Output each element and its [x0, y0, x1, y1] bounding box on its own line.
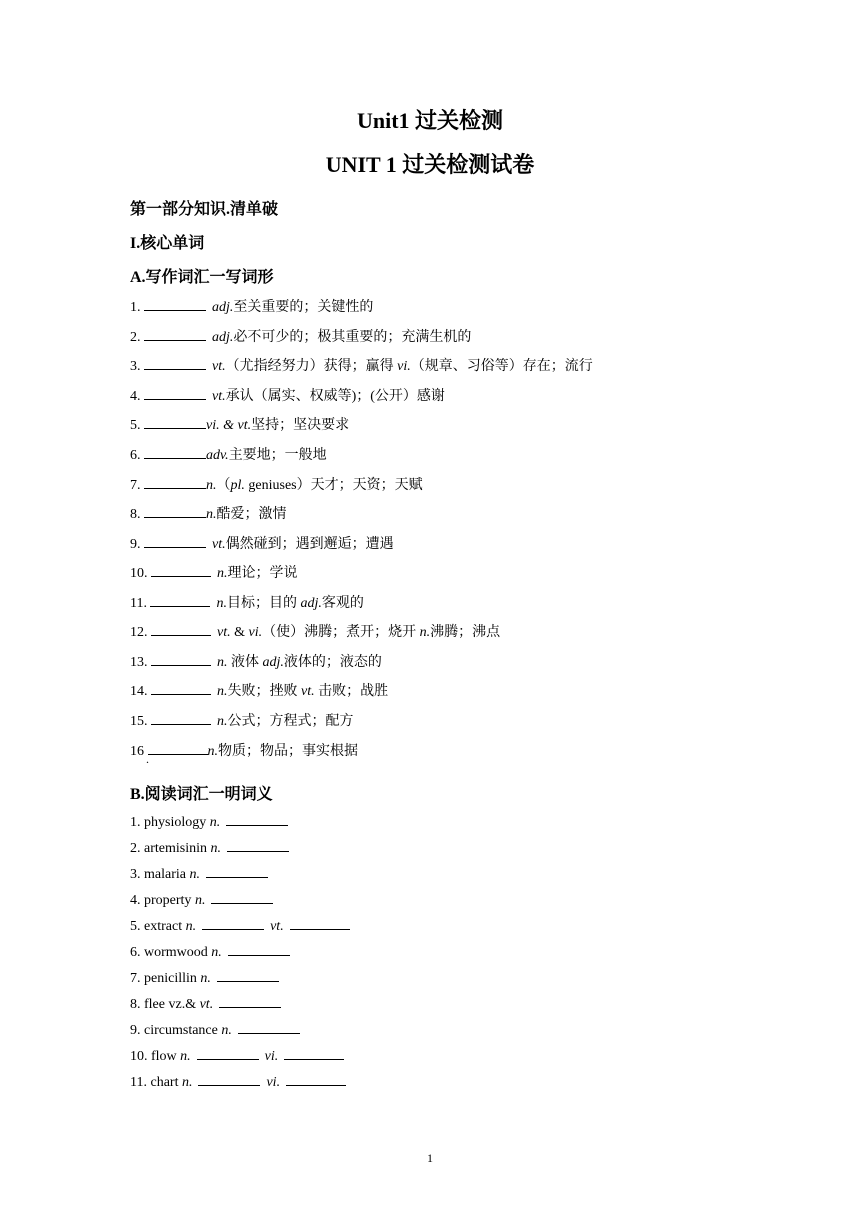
- answer-blank: [226, 813, 288, 826]
- answer-blank: [144, 505, 206, 518]
- part-of-speech: vi. & vt.: [206, 418, 252, 433]
- item-number: 9.: [130, 537, 144, 552]
- item-number: 12.: [130, 625, 151, 640]
- meaning: 公式；方程式；配方: [227, 714, 354, 729]
- item-number: 1.: [130, 300, 144, 315]
- answer-blank: [284, 1047, 344, 1060]
- part-of-speech: vi.: [248, 625, 263, 640]
- list-item: [130, 326, 471, 346]
- part-of-speech: adj.: [300, 596, 322, 611]
- meaning: 偶然碰到；遇到邂逅；遭遇: [225, 537, 394, 552]
- part-of-speech: n.: [217, 566, 228, 581]
- page-number: 1: [427, 1151, 433, 1165]
- answer-blank: [217, 969, 279, 982]
- answer-blank: [144, 446, 206, 459]
- meaning: 主要地；一般地: [228, 448, 327, 463]
- meaning: （使）沸腾；煮开；烧开: [262, 625, 417, 640]
- word: 9. circumstance: [130, 1023, 222, 1038]
- part-of-speech: n.: [206, 478, 217, 493]
- part-of-speech: pl.: [230, 478, 245, 493]
- part-of-speech: n.: [206, 507, 217, 522]
- answer-blank: [144, 416, 206, 429]
- part-of-speech: n.: [211, 945, 222, 960]
- part-of-speech: vt.: [270, 919, 284, 934]
- answer-blank: [151, 653, 211, 666]
- answer-blank: [198, 1073, 260, 1086]
- sub-b-heading: B.阅读词汇一明词义: [130, 786, 273, 803]
- meaning: 目标；目的: [226, 596, 297, 611]
- part-of-speech: adj.: [212, 330, 234, 345]
- item16-dot: .: [146, 752, 149, 766]
- list-item: [130, 296, 373, 316]
- part-of-speech: n.: [221, 1023, 232, 1038]
- meaning: （规章、习俗等）存在；流行: [410, 359, 593, 374]
- part-of-speech: n.: [185, 919, 197, 934]
- item-number: 15.: [130, 714, 151, 729]
- meaning: 失败；挫败: [227, 684, 298, 699]
- part-of-speech: adj.: [262, 655, 284, 670]
- item-number: 5.: [130, 418, 144, 433]
- connector: &: [230, 625, 249, 640]
- list-item: [130, 865, 268, 883]
- part-of-speech: n.: [200, 971, 211, 986]
- list-item: [130, 680, 388, 700]
- list-item: [130, 651, 382, 671]
- answer-blank: [150, 594, 210, 607]
- item-number: 7.: [130, 478, 144, 493]
- part-of-speech: n.: [189, 867, 200, 882]
- word: 8. flee vz.&: [130, 997, 200, 1012]
- list-item: [130, 444, 327, 464]
- item-number: 3.: [130, 359, 144, 374]
- list-item: [130, 943, 290, 961]
- part-of-speech: n.: [194, 893, 206, 908]
- answer-blank: [238, 1021, 300, 1034]
- word: 6. wormwood: [130, 945, 212, 960]
- answer-blank: [228, 943, 290, 956]
- page-title: Unit1 过关检测: [356, 108, 504, 133]
- part-of-speech: n.: [209, 815, 221, 830]
- word: 10. flow: [130, 1049, 181, 1064]
- part-of-speech: vi.: [266, 1075, 281, 1090]
- answer-blank: [286, 1073, 346, 1086]
- part-of-speech: adj.: [212, 300, 234, 315]
- meaning: 沸腾；沸点: [430, 625, 501, 640]
- item-number: 16: [130, 744, 148, 759]
- item-number: 11.: [130, 596, 151, 611]
- answer-blank: [144, 535, 206, 548]
- meaning: （尤指经努力）获得；赢得: [225, 359, 394, 374]
- part-of-speech: vt.: [199, 997, 214, 1012]
- meaning: 承认（属实、权威等)；(公开）感谢: [225, 389, 445, 404]
- word: 7. penicillin: [130, 971, 201, 986]
- section-heading: I.核心单词: [130, 235, 205, 252]
- list-item: [130, 969, 279, 987]
- list-item: [130, 592, 364, 612]
- list-item: [130, 1047, 344, 1065]
- part-of-speech: vt.: [212, 389, 226, 404]
- part-of-speech: adv.: [206, 448, 229, 463]
- item-number: 10.: [130, 566, 151, 581]
- part-of-speech: vt.: [217, 625, 231, 640]
- word: 11. chart: [130, 1075, 182, 1090]
- answer-blank: [144, 298, 206, 311]
- answer-blank: [206, 865, 268, 878]
- word: 4. property: [130, 893, 195, 908]
- answer-blank: [144, 328, 206, 341]
- part-of-speech: n.: [181, 1075, 193, 1090]
- meaning: 击败；战胜: [314, 684, 389, 699]
- item-number: 13.: [130, 655, 151, 670]
- part-of-speech: vi.: [264, 1049, 279, 1064]
- list-item: [130, 385, 445, 405]
- sub-a-heading: A.写作词汇一写词形: [130, 269, 274, 286]
- list-item: [130, 1021, 300, 1039]
- part-of-speech: vt.: [212, 359, 226, 374]
- list-item: [130, 1073, 346, 1091]
- list-item: [130, 891, 273, 909]
- item-number: 14.: [130, 684, 151, 699]
- meaning: 理论；学说: [227, 566, 298, 581]
- meaning: 液体的；液态的: [283, 655, 382, 670]
- answer-blank: [211, 891, 273, 904]
- part-of-speech: n.: [419, 625, 431, 640]
- word: 3. malaria: [130, 867, 190, 882]
- answer-blank: [151, 623, 211, 636]
- answer-blank: [144, 357, 206, 370]
- answer-blank: [197, 1047, 259, 1060]
- list-item: [130, 474, 423, 494]
- list-item: [130, 740, 358, 760]
- part-of-speech: n.: [207, 744, 218, 759]
- part-of-speech: vt.: [212, 537, 226, 552]
- list-item: [130, 917, 350, 935]
- list-item: [130, 710, 354, 730]
- meaning: 客观的: [321, 596, 364, 611]
- meaning: geniuses）天才；天资；天赋: [244, 478, 423, 493]
- meaning: 坚持；坚决要求: [251, 418, 350, 433]
- list-item: [130, 839, 289, 857]
- list-item: [130, 621, 500, 641]
- answer-blank: [290, 917, 350, 930]
- answer-blank: [151, 712, 211, 725]
- meaning: 酷爱；激情: [216, 507, 287, 522]
- part-of-speech: vt.: [301, 684, 315, 699]
- answer-blank: [148, 742, 208, 755]
- answer-blank: [151, 682, 211, 695]
- answer-blank: [202, 917, 264, 930]
- answer-blank: [144, 476, 206, 489]
- item-number: 2.: [130, 330, 144, 345]
- item-number: 8.: [130, 507, 144, 522]
- word: 2. artemisinin: [130, 841, 211, 856]
- item-number: 4.: [130, 389, 144, 404]
- meaning: 物质；物品；事实根据: [218, 744, 358, 759]
- word: 1. physiology: [130, 815, 210, 830]
- list-item: [130, 533, 394, 553]
- part-of-speech: n.: [210, 841, 221, 856]
- part-heading: 第一部分知识.清单破: [130, 201, 279, 218]
- list-item: [130, 503, 287, 523]
- answer-blank: [151, 564, 211, 577]
- answer-blank: [144, 387, 206, 400]
- list-item: [130, 813, 288, 831]
- list-item: [130, 414, 349, 434]
- part-of-speech: vi.: [397, 359, 411, 374]
- list-item: [130, 355, 593, 375]
- part-of-speech: n.: [216, 596, 227, 611]
- part-of-speech: n.: [217, 714, 228, 729]
- part-of-speech: n.: [217, 684, 228, 699]
- list-item: [130, 562, 298, 582]
- page-subtitle: UNIT 1 过关检测试卷: [325, 152, 535, 177]
- word: 5. extract: [130, 919, 186, 934]
- meaning: 至关重要的；关键性的: [233, 300, 374, 315]
- meaning: 必不可少的；极其重要的；充满生机的: [233, 330, 472, 345]
- part-of-speech: n.: [217, 655, 228, 670]
- meaning: （: [216, 478, 231, 493]
- list-item: [130, 995, 281, 1013]
- answer-blank: [227, 839, 289, 852]
- item-number: 6.: [130, 448, 144, 463]
- answer-blank: [219, 995, 281, 1008]
- part-of-speech: n.: [180, 1049, 191, 1064]
- meaning: 液体: [227, 655, 259, 670]
